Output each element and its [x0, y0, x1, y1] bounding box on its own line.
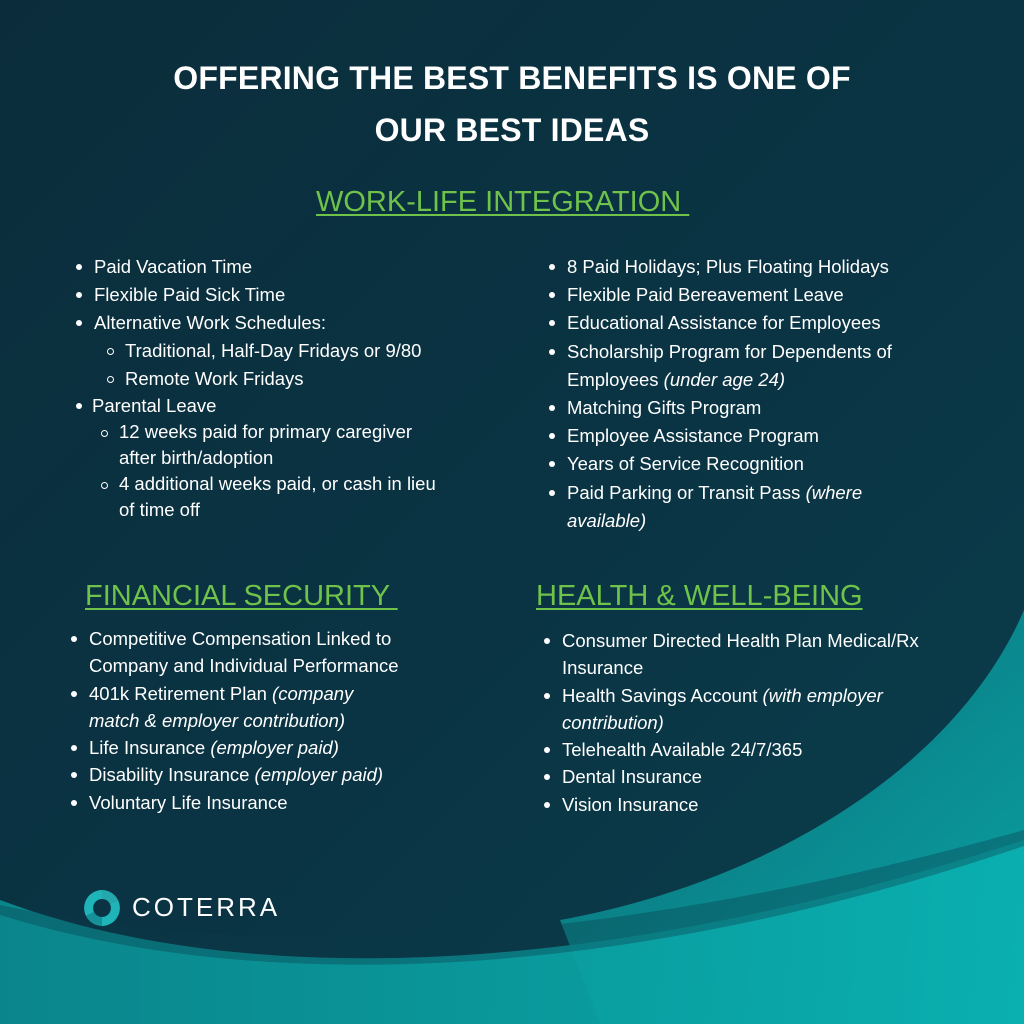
list-item: Alternative Work Schedules: Traditional, Half-Day Fridays or 9/80 Remote Work Fridays	[70, 309, 490, 393]
health-wellbeing-list	[538, 627, 978, 818]
title-line-1: OFFERING THE BEST BENEFITS IS ONE OF	[173, 60, 851, 96]
health-wellbeing-heading: HEALTH & WELL-BEING	[536, 580, 863, 612]
list-item: Flexible Paid Bereavement Leave	[543, 281, 963, 309]
financial-security-list	[65, 625, 485, 816]
list-item: Consumer Directed Health Plan Medical/Rx Insurance	[538, 627, 978, 682]
alt-schedules-sublist	[105, 337, 490, 393]
list-item: Parental Leave 12 weeks paid for primary caregiver after birth/adoption 4 additional weeks paid, or cash in lieu of time off	[70, 393, 490, 523]
list-item: Competitive Compensation Linked to Company and Individual Performance	[65, 625, 485, 680]
list-item: Vision Insurance	[538, 791, 978, 818]
list-item: Life Insurance (employer paid)	[65, 734, 485, 761]
sub-list-item: Traditional, Half-Day Fridays or 9/80	[105, 337, 490, 365]
sub-list-item: Remote Work Fridays	[105, 365, 490, 393]
list-item: 401k Retirement Plan (company match & employer contribution)	[65, 680, 485, 735]
work-life-list-left	[70, 253, 490, 523]
list-item: Flexible Paid Sick Time	[70, 281, 490, 309]
list-item: Voluntary Life Insurance	[65, 789, 485, 816]
list-item: Scholarship Program for Dependents of Employees (under age 24)	[543, 338, 963, 394]
financial-security-heading: FINANCIAL SECURITY	[85, 580, 398, 612]
sub-list-item: 4 additional weeks paid, or cash in lieu of time off	[99, 471, 490, 523]
coterra-logo-icon	[80, 886, 124, 930]
list-item: Matching Gifts Program	[543, 394, 963, 422]
list-item: Paid Vacation Time	[70, 253, 490, 281]
list-item: Years of Service Recognition	[543, 450, 963, 478]
list-item: Telehealth Available 24/7/365	[538, 736, 978, 763]
page-title	[0, 52, 1024, 156]
title-line-2: OUR BEST IDEAS	[374, 112, 650, 148]
work-life-heading: WORK-LIFE INTEGRATION	[316, 186, 690, 218]
list-item: Disability Insurance (employer paid)	[65, 761, 485, 788]
work-life-list-right	[543, 253, 963, 535]
list-item: Educational Assistance for Employees	[543, 309, 963, 337]
list-item: Employee Assistance Program	[543, 422, 963, 450]
list-item: Health Savings Account (with employer contribution)	[538, 682, 978, 737]
list-item: Paid Parking or Transit Pass (where available)	[543, 479, 963, 535]
list-item: 8 Paid Holidays; Plus Floating Holidays	[543, 253, 963, 281]
list-item: Dental Insurance	[538, 763, 978, 790]
logo-wordmark: COTERRA	[132, 892, 281, 922]
sub-list-item: 12 weeks paid for primary caregiver after birth/adoption	[99, 419, 490, 471]
parental-leave-sublist	[99, 419, 490, 523]
